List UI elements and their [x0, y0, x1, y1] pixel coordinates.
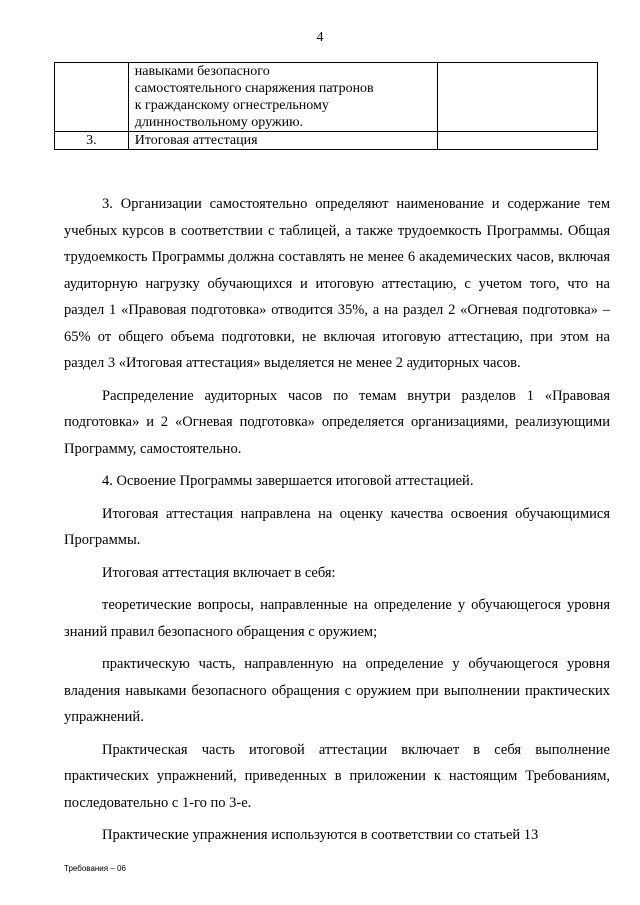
row-number-cell: 3. [55, 132, 129, 150]
cell-line: Итоговая аттестация [134, 133, 258, 148]
row-extra-cell [437, 132, 597, 150]
sections-table [54, 62, 598, 150]
paragraph: 3. Организации самостоятельно определяют наименование и содержание тем учебных курсов в соответствии с таблицей, а также трудоемкость Программы. Общая трудоемкость Программы должна составлять не менее 6 академических часов, включая аудиторную нагрузку обучающихся и итоговую аттестацию, с учетом того, что на раздел 1 «Правовая подготовка» отводится 35%, а на раздел 2 «Огневая подготовка» – 65% от общего объема подготовки, не включая итоговую аттестацию, при этом на раздел 3 «Итоговая аттестация» выделяется не менее 2 аудиторных часов. [64, 196, 610, 371]
paragraph: 4. Освоение Программы завершается итоговой аттестацией. [102, 473, 474, 489]
table-row [55, 132, 598, 150]
table-row [55, 63, 598, 132]
row-text-cell [128, 132, 437, 150]
cell-line: длинноствольному оружию. [134, 115, 304, 130]
paragraph: практическую часть, направленную на определение у обучающегося уровня владения навыками безопасного обращения с оружием при выполнении практических упражнений. [64, 656, 610, 725]
paragraph: Практические упражнения используются в соответствии со статьей 13 [102, 827, 539, 843]
paragraph: Итоговая аттестация включает в себя: [102, 564, 336, 581]
paragraph: Итоговая аттестация направлена на оценку качества освоения обучающимися Программы. [64, 505, 610, 548]
page-number: 4 [316, 30, 324, 45]
cell-line: к гражданскому огнестрельному [134, 98, 329, 113]
paragraph: Практическая часть итоговой аттестации включает в себя выполнение практических упражнений, приведенных в приложении к настоящим Требованиям, последовательно с 1-го по 3-е. [64, 741, 610, 811]
paragraph: теоретические вопросы, направленные на определение у обучающегося уровня знаний правил безопасного обращения с оружием; [64, 597, 610, 640]
paragraph: Распределение аудиторных часов по темам внутри разделов 1 «Правовая подготовка» и 2 «Огневая подготовка» определяется организациями, реализующими Программу, самостоятельно. [64, 387, 610, 457]
row-number-cell [55, 63, 129, 132]
cell-line: навыками безопасного [134, 64, 270, 79]
footer-note: Требования – 06 [64, 864, 126, 873]
document-body [64, 191, 610, 855]
row-extra-cell [437, 63, 597, 132]
row-text-cell [128, 63, 437, 132]
cell-line: самостоятельного снаряжения патронов [134, 81, 374, 96]
